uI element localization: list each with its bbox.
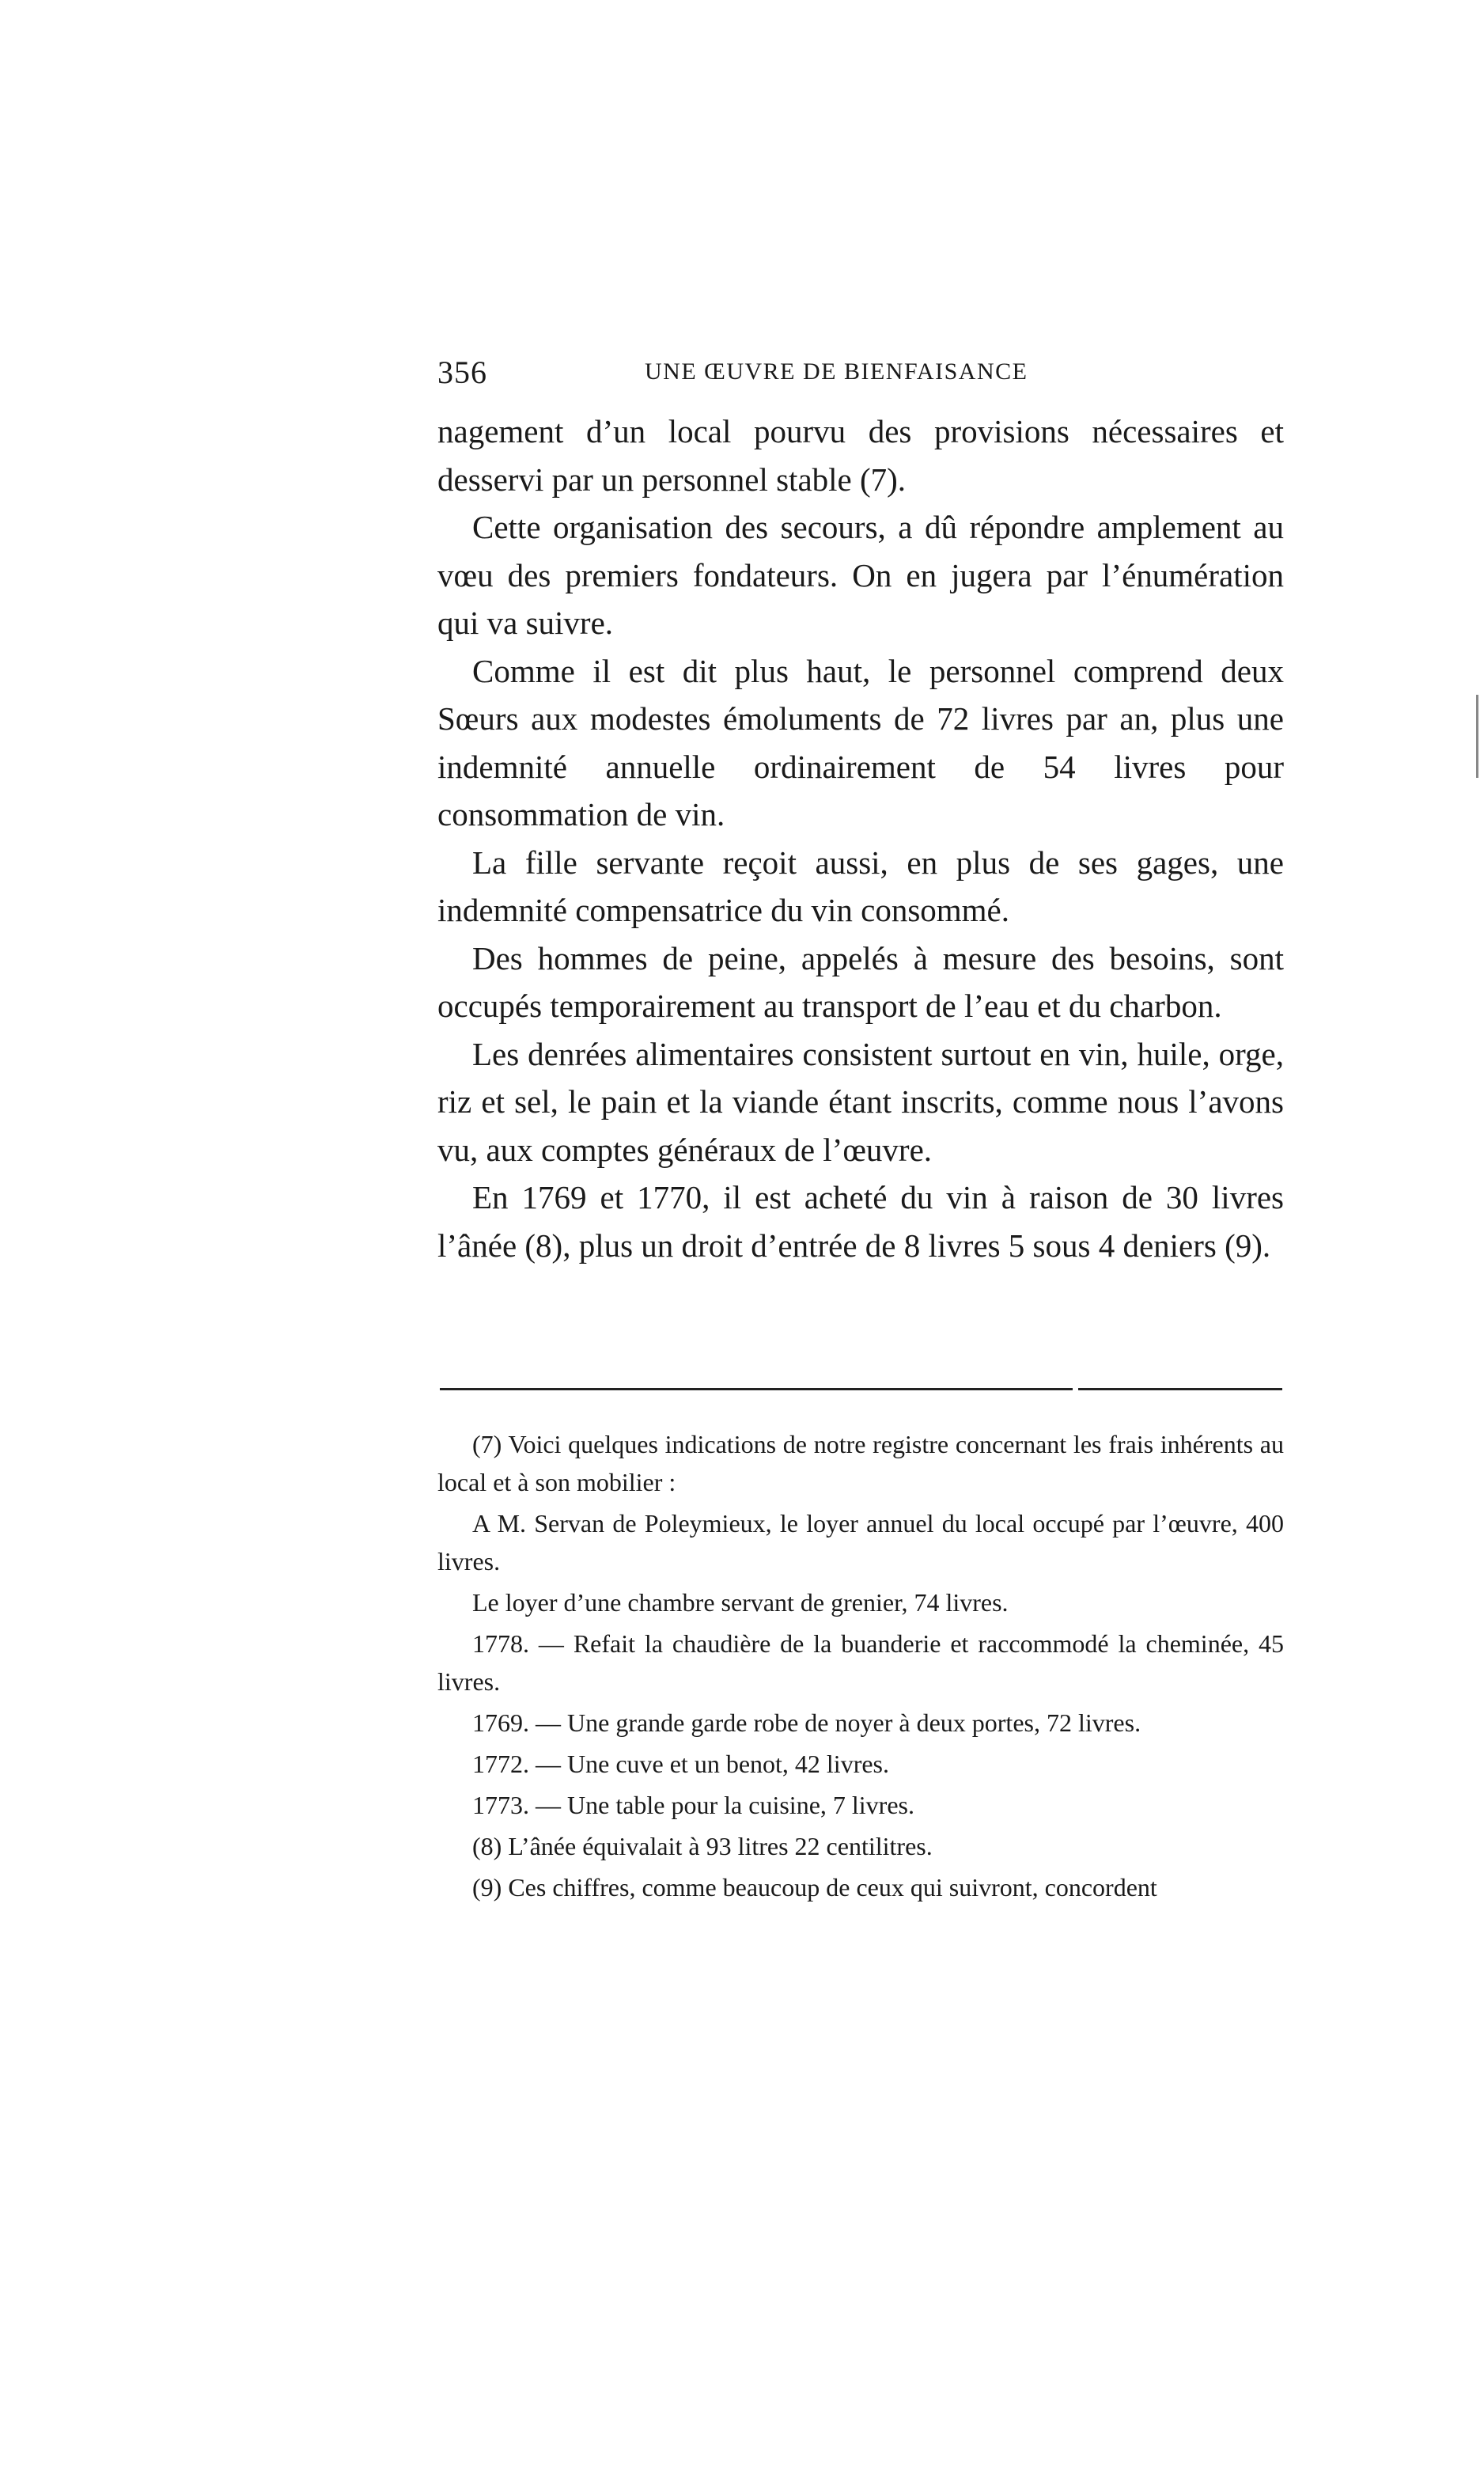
footnote: (9) Ces chiffres, comme beaucoup de ceux qui suivront, concordent	[472, 1873, 1157, 1902]
footnote: (8) L’ânée équivalait à 93 litres 22 centilitres.	[472, 1832, 933, 1860]
footnote: 1778. — Refait la chaudière de la buanderie et raccommodé la cheminée, 45 livres.	[437, 1629, 1284, 1696]
paragraph: Les denrées alimentaires consistent surtout en vin, huile, orge, riz et sel, le pain et la viande étant inscrits, comme nous l’avons vu, aux comptes généraux de l’œuvre.	[437, 1035, 1284, 1168]
footnote: 1772. — Une cuve et un benot, 42 livres.	[472, 1750, 889, 1778]
page-header	[437, 354, 1284, 393]
footnote: 1769. — Une grande garde robe de noyer à deux portes, 72 livres.	[472, 1708, 1141, 1737]
paragraph: Cette organisation des secours, a dû répondre amplement au vœu des premiers fondateurs. On en jugera par l’énumération qui va suivre.	[437, 509, 1284, 641]
page-number: 356	[437, 355, 487, 390]
margin-scan-mark	[1476, 695, 1478, 778]
footnote: 1773. — Une table pour la cuisine, 7 livres.	[472, 1791, 914, 1819]
footnote: (7) Voici quelques indications de notre registre concernant les frais inhérents au local et à son mobilier :	[437, 1430, 1284, 1496]
main-text	[437, 408, 1284, 1269]
paragraph: En 1769 et 1770, il est acheté du vin à raison de 30 livres l’ânée (8), plus un droit d’entrée de 8 livres 5 sous 4 deniers (9).	[437, 1179, 1284, 1264]
footnote-separator-rule	[440, 1388, 1073, 1390]
paragraph: Des hommes de peine, appelés à mesure des besoins, sont occupés temporairement au transport de l’eau et du charbon.	[437, 939, 1284, 1024]
paragraph: La fille servante reçoit aussi, en plus de ses gages, une indemnité compensatrice du vin consommé.	[437, 844, 1284, 928]
footnotes	[437, 1425, 1284, 1909]
paragraph: Comme il est dit plus haut, le personnel comprend deux Sœurs aux modestes émoluments de 72 livres par an, plus une indemnité annuelle ordinairement de 54 livres pour consommation de vin.	[437, 652, 1284, 832]
running-title: UNE ŒUVRE DE BIENFAISANCE	[645, 358, 1028, 385]
footnote-separator-rule-short	[1078, 1388, 1282, 1390]
paragraph: nagement d’un local pourvu des provisions nécessaires et desservi par un personnel stable (7).	[437, 413, 1284, 498]
footnote: Le loyer d’une chambre servant de grenier, 74 livres.	[472, 1588, 1009, 1617]
footnote: A M. Servan de Poleymieux, le loyer annuel du local occupé par l’œuvre, 400 livres.	[437, 1509, 1284, 1575]
